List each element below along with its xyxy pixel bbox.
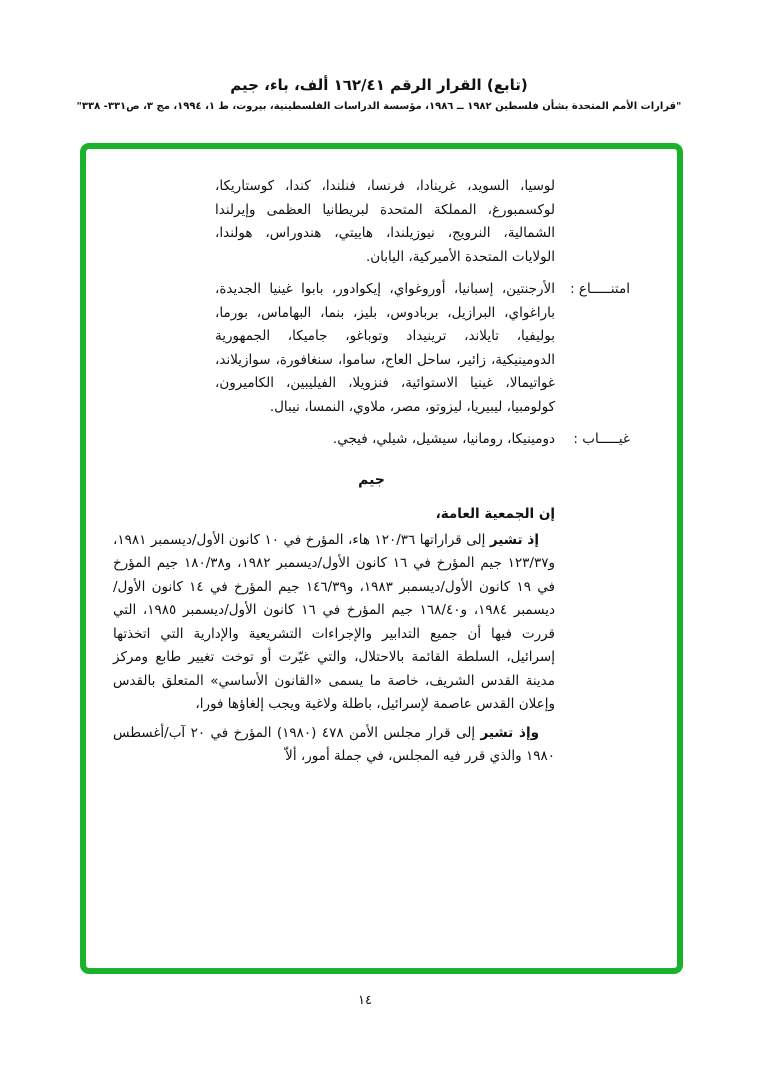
paragraph-text: إلى قراراتها ١٢٠/٣٦ هاء، المؤرخ في ١٠ كانون الأول/ديسمبر ١٩٨١، و١٢٣/٣٧ جيم المؤرخ في ١٦ كانون الأول/ديسمبر ١٩٨٢، و١٨٠/٣٨ جيم المؤرخ في ١٩ كانون الأول/ديسمبر ١٩٨٣، و١٤٦/٣٩ جيم المؤرخ في ١٤ كانون الأول/ديسمبر ١٩٨٤، و١٦٨/٤٠ جيم المؤرخ في ١٦ كانون الأول/ديسمبر ١٩٨٥، التي قررت فيها أن جميع التدابير والإجراءات التشريعية والإدارية التي اتخذتها إسرائيل، السلطة القائمة بالاحتلال، والتي غيّرت أو توخت تغيير طابع ومركز مدينة القدس الشريف، خاصة ما يسمى «القانون الأساسي» المتعلق بالقدس وإعلان القدس عاصمة لإسرائيل، باطلة ولاغية ويجب إلغاؤها فورا، xyxy=(113,531,556,712)
page-number: ١٤ xyxy=(358,993,372,1008)
absent-label: غيـــــاب : xyxy=(573,431,630,447)
preamble-paragraph-1 xyxy=(113,529,555,717)
paragraph-lead: إذ تشير xyxy=(489,531,539,548)
highlight-frame xyxy=(80,143,683,974)
paragraph-lead: وإذ تشير xyxy=(480,724,539,741)
frame-content xyxy=(113,149,677,769)
section-heading-jeem: جيم xyxy=(358,471,385,488)
source-citation: "قرارات الأمم المتحدة بشأن فلسطين ١٩٨٢ ــ ١٩٨٦، مؤسسة الدراسات الفلسطينية، بيروت، ط ١، ١٩٩٤، مج ٣، ص٣٣١- ٣٣٨" xyxy=(76,101,682,112)
absent-countries: دومينيكا، رومانيا، سيشيل، شيلي، فيجي. xyxy=(332,431,555,447)
page-header xyxy=(0,76,758,112)
abstain-label: امتنـــــاع : xyxy=(570,281,630,297)
vote-countries-continuation: لوسيا، السويد، غرينادا، فرنسا، فنلندا، كندا، كوستاريكا، لوكسمبورغ، المملكة المتحدة لبريطانيا العظمى وإيرلندا الشمالية، النرويج، نيوزيلندا، هاييتي، هندوراس، هولندا، الولايات المتحدة الأميركية، اليابان. xyxy=(215,178,555,265)
abstain-countries: الأرجنتين، إسبانيا، أوروغواي، إيكوادور، بابوا غينيا الجديدة، باراغواي، البرازيل، بربادوس، بليز، بنما، البهاماس، بورما، بوليفيا، تايلاند، ترينيداد وتوباغو، جاميكا، الجمهورية الدومينيكية، زائير، ساحل العاج، ساموا، سنغافورة، سوازيلاند، غواتيمالا، غينيا الاستوائية، فنزويلا، الفيليبين، الكاميرون، كولومبيا، ليبيريا، ليزوتو، مصر، ملاوي، النمسا، نيبال. xyxy=(215,281,555,415)
preamble-paragraph-2 xyxy=(113,722,555,769)
preamble-intro: إن الجمعية العامة، xyxy=(435,506,555,522)
vote-item-absent xyxy=(113,428,630,452)
resolution-title: (تابع) القرار الرقم ١٦٢/٤١ ألف، باء، جيم xyxy=(230,76,528,94)
paragraph-text: إلى قرار مجلس الأمن ٤٧٨ (١٩٨٠) المؤرخ في ٢٠ آب/أغسطس ١٩٨٠ والذي قرر فيه المجلس، في جملة أمور، ألاّ xyxy=(113,724,555,764)
vote-item-abstain xyxy=(113,278,630,419)
